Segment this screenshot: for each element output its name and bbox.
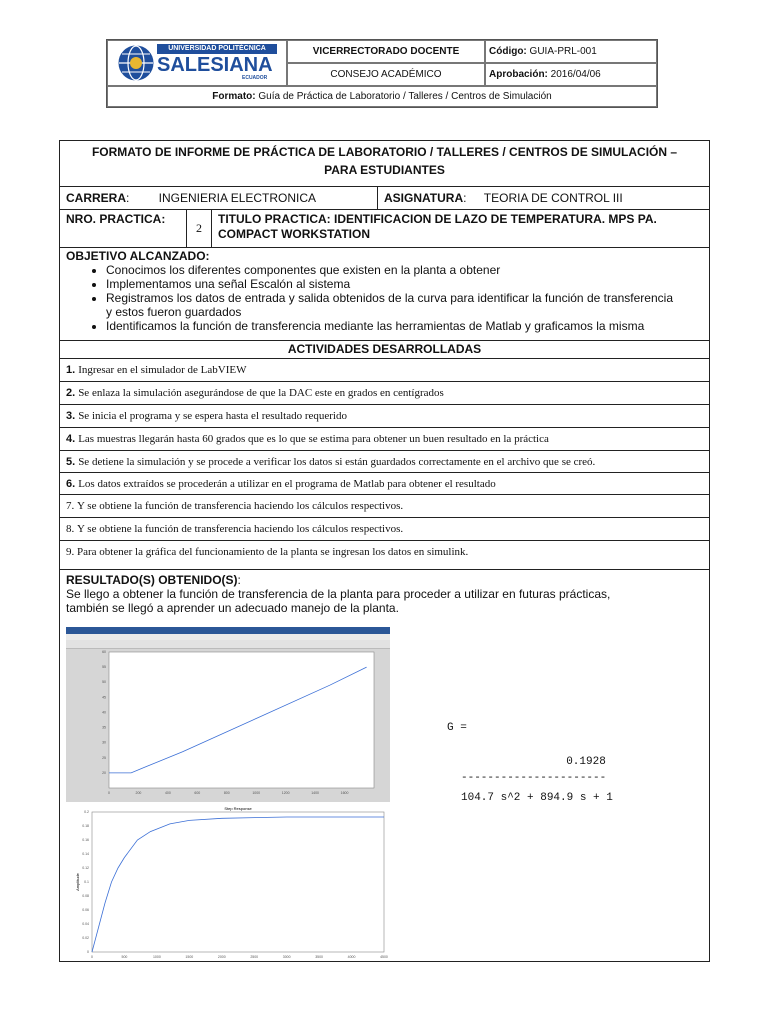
y-tick-label: 0.04 [82, 922, 89, 926]
activity-row [60, 358, 709, 381]
format-label: Formato: [212, 91, 256, 102]
document-header [106, 39, 658, 108]
activity-num: 7. [66, 500, 75, 512]
activity-row [60, 427, 709, 450]
activity-row [60, 472, 709, 494]
y-tick-label: 55 [102, 665, 106, 670]
matlab-figure-window [66, 627, 390, 802]
practice-title-line2: COMPACT WORKSTATION [218, 227, 370, 241]
format-value: Guía de Práctica de Laboratorio / Talleres / Centros de Simulación [258, 91, 552, 102]
results-line2: también se llegó a aprender un adecuado manejo de la planta. [66, 601, 399, 615]
activity-row [60, 540, 709, 563]
figure-title-bar [66, 627, 390, 634]
temperature-plot [66, 648, 390, 802]
activity-num: 9. [66, 546, 75, 558]
plot-area [109, 652, 374, 788]
y-tick-label: 60 [102, 650, 106, 654]
x-tick-label: 400 [164, 791, 171, 795]
y-tick-label: 30 [102, 740, 106, 745]
university-line1: UNIVERSIDAD POLITÉCNICA [157, 44, 277, 54]
y-axis-label: Amplitude [75, 873, 80, 891]
x-tick-label: 800 [223, 791, 230, 795]
code-value: GUIA-PRL-001 [529, 46, 597, 57]
format-cell [107, 86, 657, 107]
y-tick-label: 0.08 [82, 894, 89, 898]
activity-row [60, 450, 709, 472]
activity-text: Y se obtiene la función de transferencia haciendo los cálculos respectivos. [77, 500, 404, 512]
subject-label: ASIGNATURA [384, 191, 464, 205]
objective-item-continued: y estos fueron guardados [106, 305, 242, 319]
transfer-function-denominator: 104.7 s^2 + 894.9 s + 1 [461, 792, 613, 804]
globe-icon [117, 44, 155, 82]
activity-text: Los datos extraídos se procederán a utilizar en el programa de Matlab para obtener el resultado [78, 477, 496, 490]
x-tick-label: 0 [91, 955, 93, 959]
plot-area [92, 812, 384, 952]
results-line1: Se llego a obtener la función de transferencia de la planta para proceder a utilizar en futuras prácticas, [66, 587, 611, 601]
activity-text: Para obtener la gráfica del funcionamiento de la planta se ingresan los datos en simulink. [77, 546, 469, 558]
y-tick-label: 0.1 [84, 880, 89, 884]
y-tick-label: 0 [87, 950, 89, 954]
activity-text: Se enlaza la simulación asegurándose de que la DAC este en grados en centígrados [78, 387, 444, 399]
y-tick-label: 50 [102, 680, 106, 685]
x-tick-label: 2500 [250, 955, 259, 959]
objectives-row [60, 247, 709, 340]
transfer-function-label: G = [447, 722, 467, 734]
university-country: ECUADOR [242, 75, 268, 81]
practice-no-label: NRO. PRACTICA: [66, 212, 166, 226]
x-tick-label: 3000 [282, 955, 291, 959]
objective-heading: OBJETIVO ALCANZADO: [66, 249, 210, 263]
y-tick-label: 40 [102, 710, 106, 715]
practice-row [60, 209, 709, 247]
x-tick-label: 4500 [380, 955, 388, 959]
x-tick-label: 3500 [315, 955, 324, 959]
results-text: RESULTADO(S) OBTENIDO(S): Se llego a obtener la función de transferencia de la planta para proceder a utilizar en futuras prácticas, también se llegó a aprender un adecuado manejo de la planta. [66, 573, 611, 615]
activity-num: 2. [66, 387, 76, 399]
step-response-plot [66, 802, 390, 960]
career-label: CARRERA [66, 191, 126, 205]
x-tick-label: 0 [108, 791, 110, 795]
career-value: INGENIERIA ELECTRONICA [158, 191, 317, 205]
report-title-line2: PARA ESTUDIANTES [324, 163, 445, 177]
practice-divider-2 [211, 210, 212, 247]
practice-no-value: 2 [196, 221, 202, 235]
activity-num: 4. [66, 433, 76, 445]
career-row [60, 186, 709, 209]
objective-item: • Identificamos la función de transferencia mediante las herramientas de Matlab y graficamos la misma [106, 319, 709, 333]
x-tick-label: 1200 [281, 791, 290, 795]
code-label: Código: [489, 46, 527, 57]
activity-row [60, 517, 709, 540]
report-title-line1: FORMATO DE INFORME DE PRÁCTICA DE LABORATORIO / TALLERES / CENTROS DE SIMULACIÓN – [91, 145, 678, 159]
x-tick-label: 1400 [311, 791, 320, 795]
y-tick-label: 0.06 [82, 908, 89, 912]
subject-value: TEORIA DE CONTROL III [483, 191, 623, 205]
activity-num: 1. [66, 364, 76, 376]
activity-num: 3. [66, 410, 76, 422]
activity-row [60, 404, 709, 427]
transfer-function-divider: ---------------------- [461, 772, 607, 784]
activity-text: Ingresar en el simulador de LabVIEW [78, 364, 247, 376]
report-form [59, 140, 710, 962]
office-cell: VICERRECTORADO DOCENTE [287, 40, 485, 63]
x-tick-label: 2000 [217, 955, 226, 959]
y-tick-label: 0.16 [82, 838, 89, 842]
objective-item: • Registramos los datos de entrada y salida obtenidos de la curva para identificar la función de transferencia [106, 291, 709, 305]
logo-cell [107, 40, 287, 86]
activity-text: Se inicia el programa y se espera hasta el resultado requerido [78, 410, 347, 422]
career-divider [377, 187, 378, 209]
results-section [60, 569, 709, 961]
x-tick-label: 1000 [152, 955, 161, 959]
practice-title-line1: TITULO PRACTICA: IDENTIFICACION DE LAZO DE TEMPERATURA. MPS PA. [218, 212, 657, 226]
y-tick-label: 0.18 [82, 824, 89, 828]
university-name: SALESIANA [157, 54, 273, 76]
objective-item: • Implementamos una señal Escalón al sistema [106, 277, 709, 291]
x-tick-label: 1000 [252, 791, 261, 795]
activity-text: Y se obtiene la función de transferencia haciendo los cálculos respectivos. [77, 523, 404, 535]
career-field: CARRERA: INGENIERIA ELECTRONICA [66, 191, 317, 205]
approval-cell [485, 63, 657, 86]
activity-num: 8. [66, 523, 75, 535]
subject-field: ASIGNATURA: TEORIA DE CONTROL III [384, 191, 623, 205]
council-cell: CONSEJO ACADÉMICO [287, 63, 485, 86]
y-tick-label: 45 [102, 695, 106, 700]
activity-row [60, 494, 709, 517]
approval-label: Aprobación: [489, 69, 548, 80]
x-tick-label: 1600 [340, 791, 349, 795]
y-tick-label: 0.02 [82, 936, 89, 940]
objective-item: • Conocimos los diferentes componentes que existen en la planta a obtener [106, 263, 709, 277]
y-tick-label: 25 [102, 755, 106, 760]
activities-heading: ACTIVIDADES DESARROLLADAS [60, 340, 709, 358]
activity-text: Se detiene la simulación y se procede a verificar los datos si están guardados correctamente en el archivo que se creó. [78, 455, 596, 468]
transfer-function-numerator: 0.1928 [566, 756, 606, 768]
approval-value: 2016/04/06 [550, 69, 601, 80]
activity-row [60, 381, 709, 404]
practice-title [218, 212, 657, 242]
activity-num: 5. [66, 455, 76, 468]
chart-title: Step Response [224, 806, 252, 811]
x-tick-label: 500 [121, 955, 128, 959]
y-tick-label: 0.12 [82, 866, 89, 870]
code-cell [485, 40, 657, 63]
x-tick-label: 200 [135, 791, 142, 795]
results-heading: RESULTADO(S) OBTENIDO(S) [66, 573, 238, 587]
report-title [60, 141, 709, 186]
y-tick-label: 35 [102, 725, 106, 730]
x-tick-label: 4000 [347, 955, 356, 959]
objectives-list [60, 263, 709, 333]
x-tick-label: 600 [194, 791, 201, 795]
activity-text: Las muestras llegarán hasta 60 grados que es lo que se estima para obtener un buen resultado en la práctica [78, 433, 549, 445]
x-tick-label: 1500 [185, 955, 194, 959]
university-logo [117, 43, 277, 83]
y-tick-label: 20 [102, 770, 106, 775]
y-tick-label: 0.2 [84, 810, 89, 814]
activity-num: 6. [66, 477, 76, 490]
y-tick-label: 0.14 [82, 852, 89, 856]
